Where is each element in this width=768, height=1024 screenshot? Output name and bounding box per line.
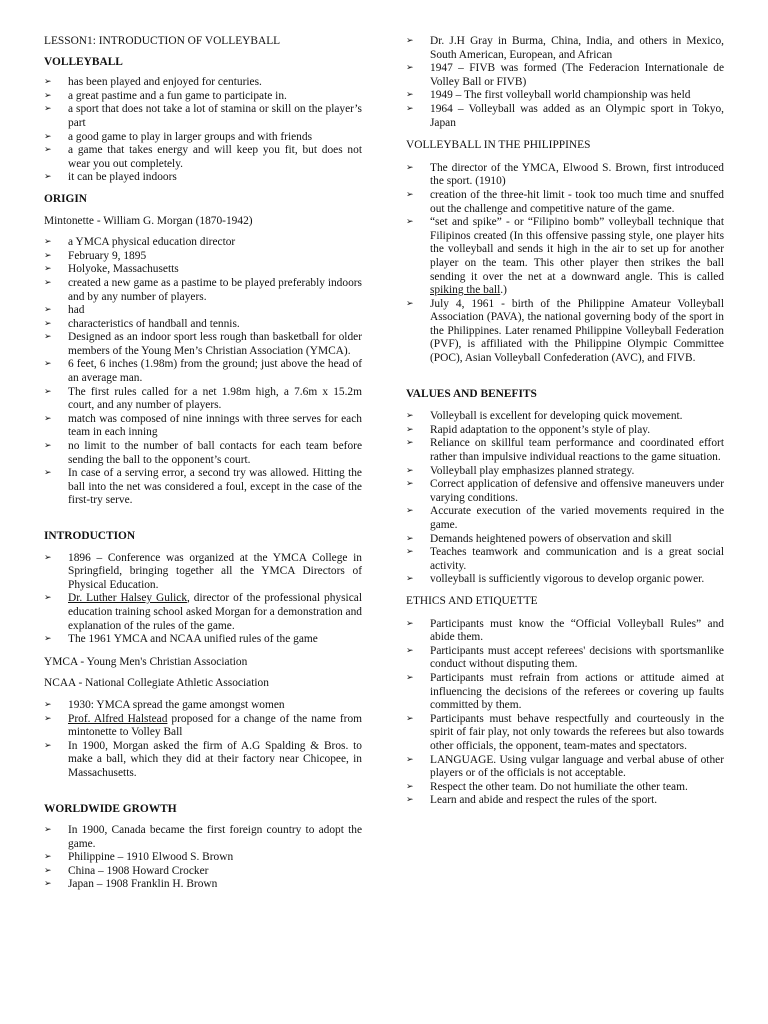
volleyball-list [44, 76, 362, 185]
lesson-title: LESSON1: INTRODUCTION OF VOLLEYBALL [44, 35, 281, 47]
arrow-bullet-icon: ➢ [44, 250, 52, 261]
list-item: ➢ creation of the three-hit limit - took too much time and snuffed out the challenge and competitive nature of the game. [406, 188, 724, 215]
arrow-bullet-icon: ➢ [44, 359, 52, 370]
list-item: ➢ In 1900, Canada became the first foreign country to adopt the game. [44, 824, 362, 850]
philippines-heading: VOLLEYBALL IN THE PHILIPPINES [406, 139, 591, 152]
list-item: ➢ Accurate execution of the varied movements required in the game. [406, 505, 724, 531]
values-heading: VALUES AND BENEFITS [406, 387, 537, 400]
list-item: ➢ created a new game as a pastime to be played preferably indoors and by any number of players. [44, 276, 362, 303]
list-item: ➢ Prof. Alfred Halstead proposed for a change of the name from mintonette to Volley Ball [44, 712, 363, 739]
right-column [406, 35, 724, 808]
list-item: ➢ Japan – 1908 Franklin H. Brown [44, 878, 218, 891]
arrow-bullet-icon: ➢ [406, 672, 414, 683]
arrow-bullet-icon: ➢ [406, 618, 414, 629]
list-item: ➢ The first rules called for a net 1.98m high, a 7.6m x 15.2m court, and any number of players. [44, 385, 362, 412]
list-item: ➢ 1930: YMCA spread the game amongst women [44, 698, 285, 711]
arrow-bullet-icon: ➢ [44, 468, 52, 479]
arrow-bullet-icon: ➢ [406, 103, 414, 114]
list-item: ➢ Volleyball is excellent for developing quick movement. [406, 410, 683, 423]
arrow-bullet-icon: ➢ [406, 754, 414, 765]
list-item: ➢ Dr. Luther Halsey Gulick, director of the professional physical education training school asked Morgan for a demonstration and explanation of the rules of the game. [44, 592, 362, 632]
halstead-name: Prof. Alfred Halstead [68, 712, 168, 725]
arrow-bullet-icon: ➢ [406, 217, 414, 228]
arrow-bullet-icon: ➢ [44, 332, 52, 343]
list-item: ➢ China – 1908 Howard Crocker [44, 864, 209, 877]
list-item: ➢ February 9, 1895 [44, 249, 147, 262]
origin-list [44, 236, 362, 508]
arrow-bullet-icon: ➢ [44, 713, 52, 724]
list-item: ➢ volleyball is sufficiently vigorous to develop organic power. [406, 573, 705, 586]
list-item: ➢ Demands heightened powers of observation and skill [406, 532, 672, 545]
introduction-list-2 [44, 699, 362, 781]
list-item: ➢ a sport that does not take a lot of stamina or skill on the player’s part [44, 103, 362, 129]
worldwide-growth-list [44, 824, 362, 892]
spiking-link[interactable]: spiking the ball [430, 284, 501, 297]
arrow-bullet-icon: ➢ [406, 795, 414, 806]
list-item: ➢ a YMCA physical education director [44, 236, 236, 249]
arrow-bullet-icon: ➢ [406, 189, 414, 200]
list-item: ➢ Philippine – 1910 Elwood S. Brown [44, 851, 234, 864]
list-item: ➢ Rapid adaptation to the opponent’s style of play. [406, 423, 651, 436]
arrow-bullet-icon: ➢ [44, 740, 52, 751]
arrow-bullet-icon: ➢ [44, 77, 52, 88]
list-item: ➢ Holyoke, Massachusetts [44, 263, 179, 276]
list-item: ➢ no limit to the number of ball contacts for each team before sending the ball to the opponent’s court. [44, 440, 362, 466]
arrow-bullet-icon: ➢ [406, 36, 414, 46]
ethics-list [406, 618, 724, 808]
arrow-bullet-icon: ➢ [406, 547, 414, 558]
ymca-definition: YMCA - Young Men's Christian Association [44, 655, 248, 668]
arrow-bullet-icon: ➢ [406, 465, 414, 476]
list-item: ➢ characteristics of handball and tennis. [44, 317, 240, 330]
origin-heading: ORIGIN [44, 192, 88, 205]
list-item: ➢ In 1900, Morgan asked the firm of A.G Spalding & Bros. to make a ball, which they did at their factory near Chicopee, in Massachusetts. [44, 739, 362, 779]
arrow-bullet-icon: ➢ [406, 574, 414, 585]
arrow-bullet-icon: ➢ [44, 277, 52, 288]
list-item: ➢ Correct application of defensive and offensive maneuvers under varying conditions. [406, 478, 724, 504]
volleyball-heading: VOLLEYBALL [44, 55, 123, 68]
values-list [406, 410, 724, 587]
arrow-bullet-icon: ➢ [44, 264, 52, 275]
arrow-bullet-icon: ➢ [44, 237, 52, 248]
list-item: ➢ Dr. J.H Gray in Burma, China, India, and others in Mexico, South American, European, and African [406, 35, 724, 61]
arrow-bullet-icon: ➢ [406, 781, 414, 792]
arrow-bullet-icon: ➢ [44, 852, 52, 863]
introduction-heading: INTRODUCTION [44, 530, 136, 542]
arrow-bullet-icon: ➢ [44, 318, 52, 329]
arrow-bullet-icon: ➢ [406, 424, 414, 435]
arrow-bullet-icon: ➢ [406, 713, 414, 724]
arrow-bullet-icon: ➢ [406, 479, 414, 490]
arrow-bullet-icon: ➢ [44, 552, 52, 563]
arrow-bullet-icon: ➢ [406, 162, 414, 173]
arrow-bullet-icon: ➢ [44, 879, 52, 890]
arrow-bullet-icon: ➢ [44, 305, 52, 316]
arrow-bullet-icon: ➢ [44, 699, 52, 710]
list-item: ➢ a game that takes energy and will keep you fit, but does not wear you out completely. [44, 144, 362, 170]
arrow-bullet-icon: ➢ [44, 386, 52, 397]
ethics-heading: ETHICS AND ETIQUETTE [406, 594, 538, 607]
philippines-list [406, 162, 724, 366]
arrow-bullet-icon: ➢ [44, 413, 52, 424]
arrow-bullet-icon: ➢ [406, 411, 414, 422]
arrow-bullet-icon: ➢ [406, 438, 414, 449]
arrow-bullet-icon: ➢ [406, 298, 414, 309]
list-item: ➢ Designed as an indoor sport less rough than basketball for older members of the Young Men’s Christian Association (YMCA). [44, 331, 362, 357]
list-item: ➢ The director of the YMCA, Elwood S. Brown, first introduced the sport. (1910) [406, 161, 724, 188]
list-item: ➢ has been played and enjoyed for centuries. [44, 76, 262, 89]
list-item: ➢ had [44, 304, 85, 317]
arrow-bullet-icon: ➢ [406, 63, 414, 74]
introduction-list [44, 552, 362, 647]
worldwide-growth-continued-list [406, 35, 724, 130]
arrow-bullet-icon: ➢ [406, 506, 414, 517]
worldwide-growth-heading: WORLDWIDE GROWTH [44, 802, 177, 815]
ncaa-definition: NCAA - National Collegiate Athletic Association [44, 677, 269, 690]
list-item: ➢ Participants must behave respectfully and courteously in the spirit of fair play, not only towards the referees but also towards other officials, the opponent, team-mates and spectators. [406, 712, 724, 752]
list-item: ➢ Respect the other team. Do not humiliate the other team. [406, 780, 688, 793]
arrow-bullet-icon: ➢ [44, 865, 52, 876]
list-item: ➢ Teaches teamwork and communication and is a great social activity. [406, 546, 724, 572]
list-item: ➢ The 1961 YMCA and NCAA unified rules of the game [44, 633, 318, 646]
list-item: ➢ Learn and abide and respect the rules of the sport. [406, 794, 658, 807]
arrow-bullet-icon: ➢ [44, 172, 52, 183]
list-item: ➢ match was composed of nine innings with three serves for each team in each inning [44, 412, 362, 439]
list-item: ➢ Volleyball play emphasizes planned strategy. [406, 464, 635, 477]
list-item: ➢ 6 feet, 6 inches (1.98m) from the ground; just above the head of an average man. [44, 358, 362, 385]
gulick-name: Dr. Luther Halsey Gulick [68, 592, 188, 605]
left-column [44, 35, 362, 892]
list-item: ➢ 1896 – Conference was organized at the YMCA College in Springfield, bringing together all the YMCA Directors of Physical Education. [44, 551, 362, 591]
origin-subtitle: Mintonette - William G. Morgan (1870-1942) [44, 214, 253, 227]
arrow-bullet-icon: ➢ [44, 145, 52, 156]
arrow-bullet-icon: ➢ [44, 104, 52, 115]
arrow-bullet-icon: ➢ [44, 634, 52, 645]
arrow-bullet-icon: ➢ [44, 825, 52, 836]
list-item: ➢ LANGUAGE. Using vulgar language and verbal abuse of other players or of the officials is not acceptable. [406, 753, 724, 780]
list-item: ➢ a good game to play in larger groups and with friends [44, 130, 312, 143]
arrow-bullet-icon: ➢ [44, 441, 52, 452]
list-item: ➢ 1964 – Volleyball was added as an Olympic sport in Tokyo, Japan [406, 102, 724, 129]
list-item: ➢ a great pastime and a fun game to participate in. [44, 89, 287, 102]
arrow-bullet-icon: ➢ [406, 645, 414, 656]
list-item: ➢ Participants must refrain from actions or attitude aimed at influencing the decisions of the referees or covering up faults committed by them. [406, 671, 724, 712]
arrow-bullet-icon: ➢ [44, 90, 52, 101]
list-item: ➢ 1949 – The first volleyball world championship was held [406, 89, 691, 102]
list-item: ➢ In case of a serving error, a second try was allowed. Hitting the ball into the net was considered a foul, except in the case of the first-try serve. [44, 467, 362, 507]
list-item: ➢ Reliance on skillful team performance and coordinated effort rather than impulsive individual reactions to the game situation. [406, 437, 724, 464]
list-item: ➢ it can be played indoors [44, 171, 177, 184]
list-item: ➢ Participants must accept referees' decisions with sportsmanlike conduct without disputing them. [406, 644, 724, 671]
list-item: ➢ “set and spike” - or “Filipino bomb” volleyball technique that Filipinos created (In this offensive passing style, one player hits the volleyball and sends it high in the air to set up for another player on the team. This other player then strikes the ball sending it over the net at a downward angle. This is called spiking the ball.) [406, 216, 724, 297]
arrow-bullet-icon: ➢ [406, 533, 414, 544]
list-item: ➢ Participants must know the “Official Volleyball Rules” and abide them. [406, 617, 724, 644]
arrow-bullet-icon: ➢ [44, 593, 52, 604]
arrow-bullet-icon: ➢ [44, 131, 52, 142]
arrow-bullet-icon: ➢ [406, 90, 414, 101]
list-item: ➢ July 4, 1961 - birth of the Philippine Amateur Volleyball Association (PAVA), the national governing body of the sport in the Philippines. Later renamed Philippine Volleyball Federation (PVF), is affiliated with the Philippine Olympic Committee (POC), Asian Volleyball Confederation (AVC), and FIVB. [406, 297, 724, 365]
list-item: ➢ 1947 – FIVB was formed (The Federacion Internationale de Volley Ball or FIVB) [406, 62, 724, 88]
